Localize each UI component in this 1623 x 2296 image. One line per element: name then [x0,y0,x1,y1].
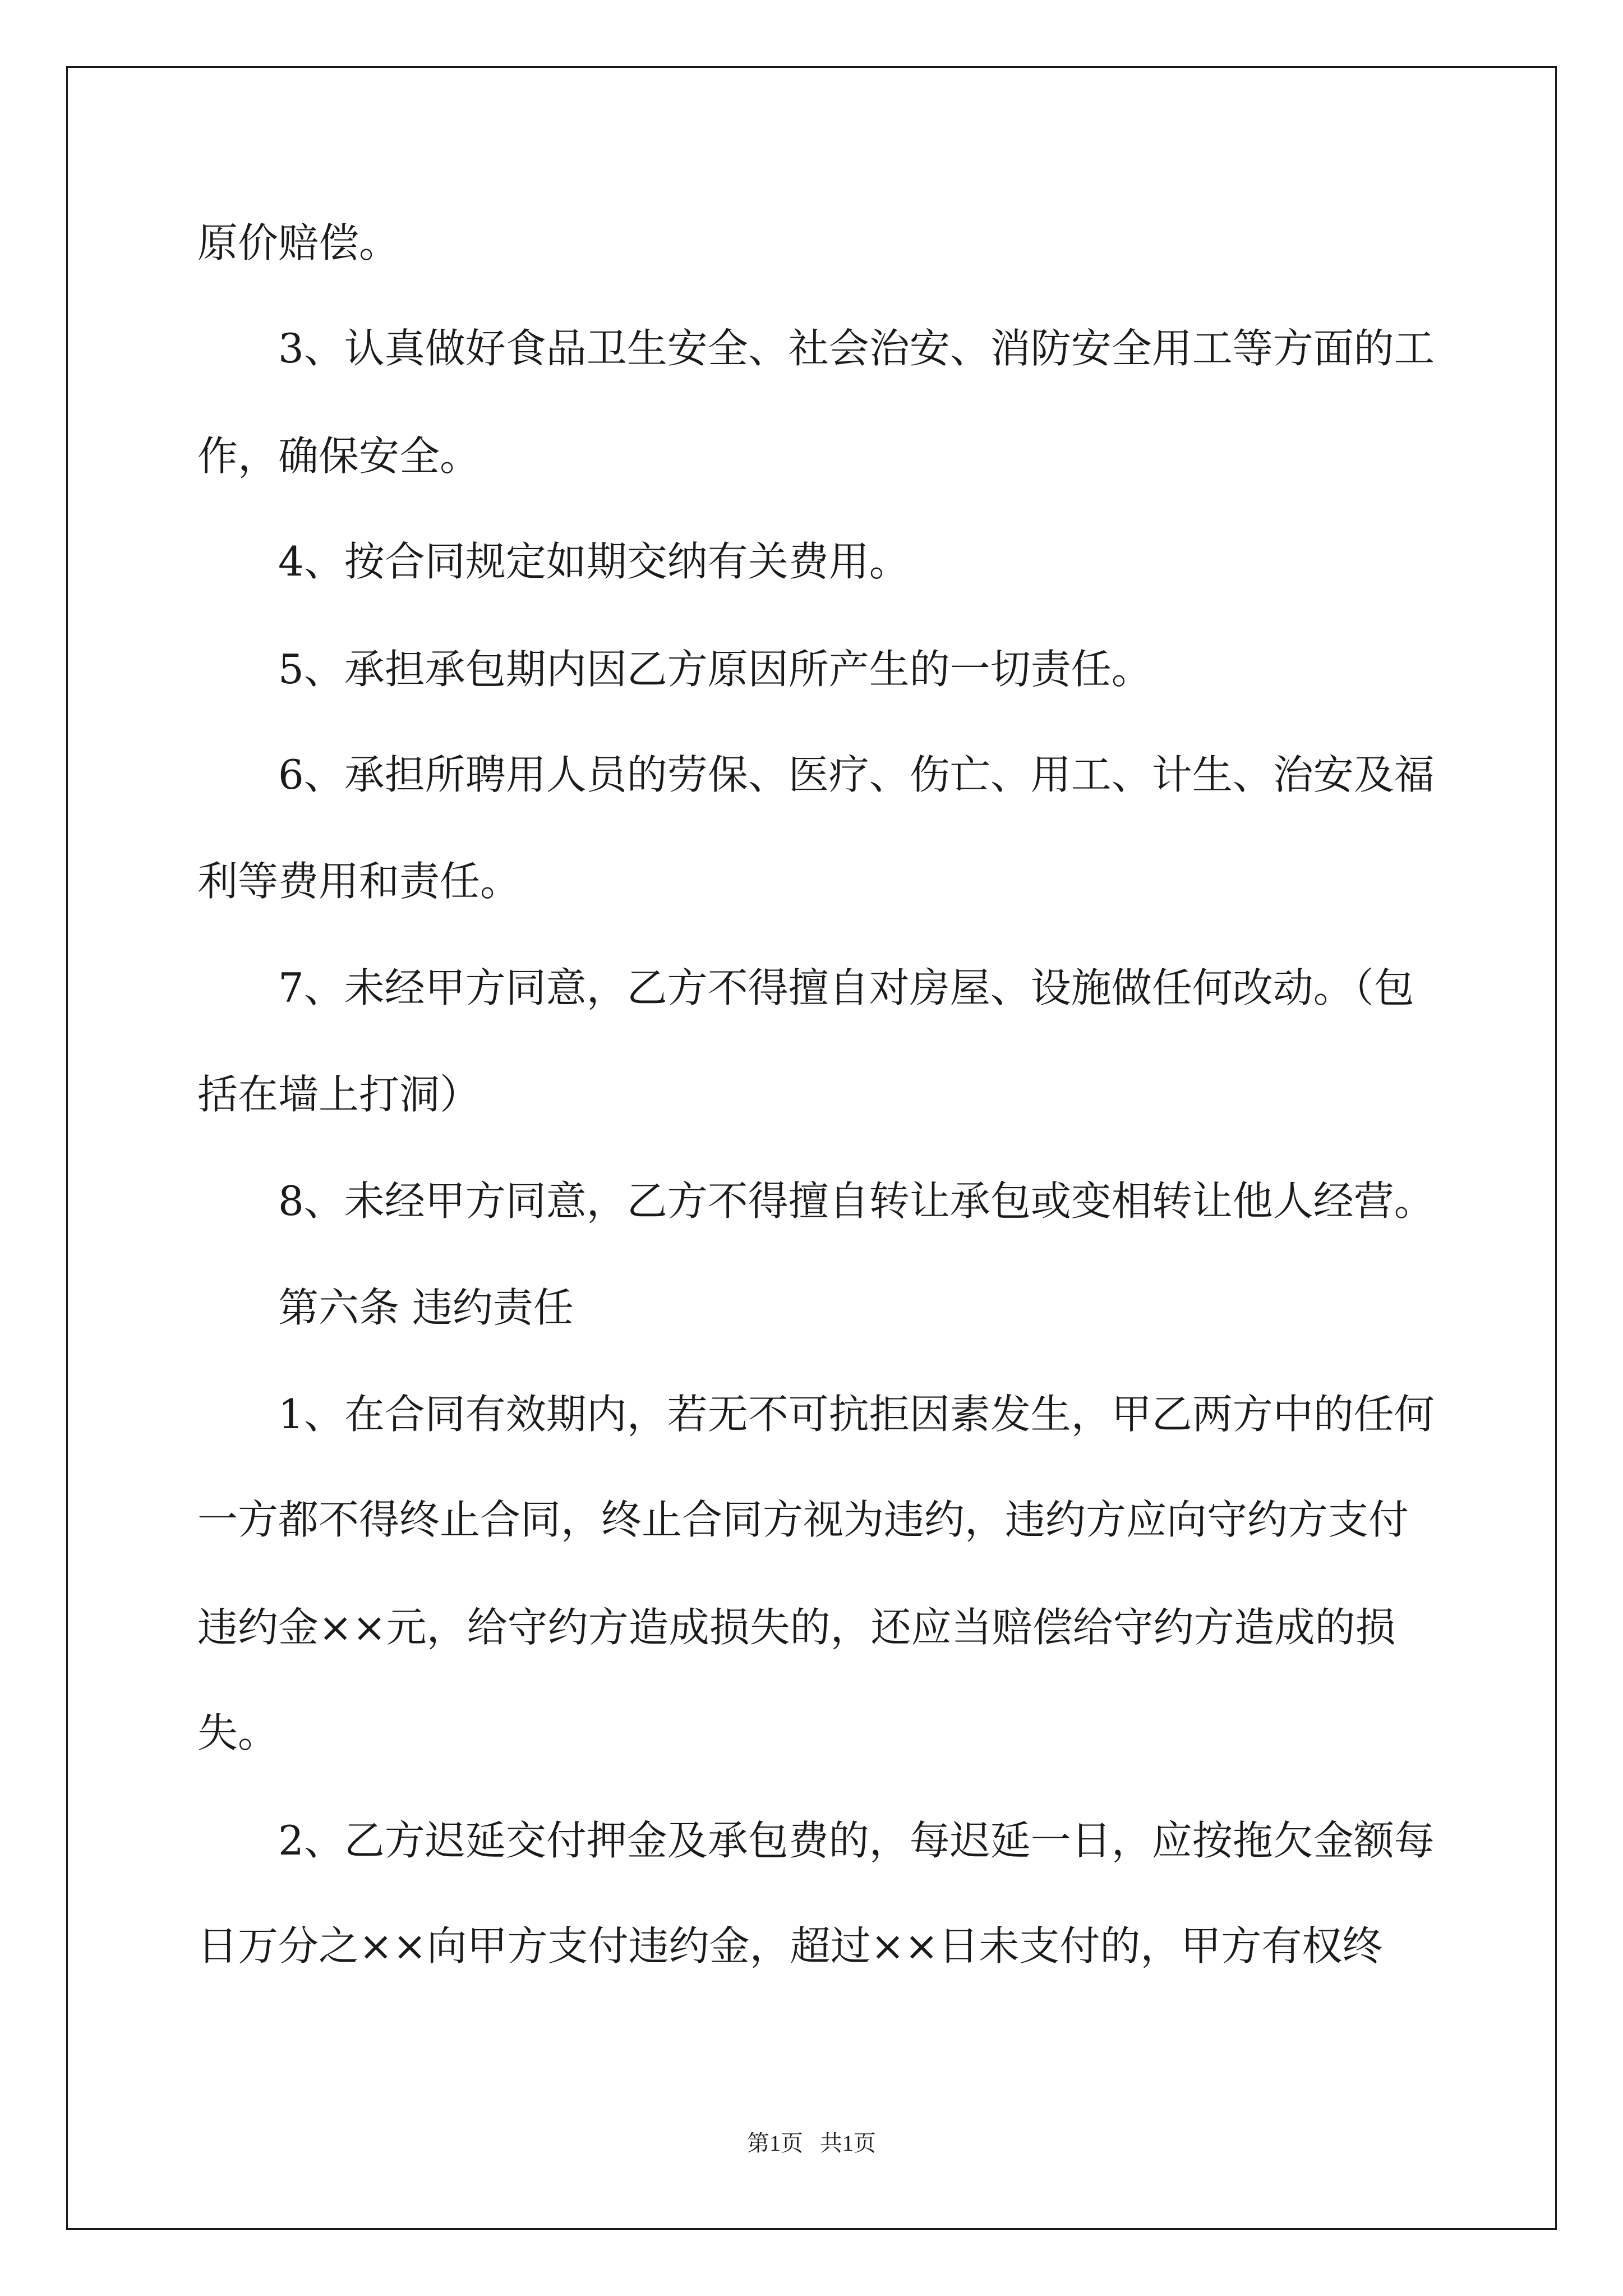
text-line-1: 原价赔偿。 [197,219,400,266]
page-number-footer: 第1页 共1页 [747,2131,876,2156]
text-line-13: 一方都不得终止合同，终止合同方视为违约，违约方应向守约方支付 [197,1496,1409,1543]
text-line-8: 7、未经甲方同意，乙方不得擅自对房屋、设施做任何改动。（包 [278,964,1414,1011]
text-line-3: 作，确保安全。 [197,432,481,480]
text-line-17: 日万分之××向甲方支付违约金，超过××日未支付的，甲方有权终 [197,1922,1383,1970]
text-line-9: 括在墙上打洞） [197,1071,481,1118]
text-line-12: 1、在合同有效期内，若无不可抗拒因素发生，甲乙两方中的任何 [278,1391,1435,1438]
text-line-15: 失。 [197,1709,279,1756]
page-border [66,66,1557,2230]
text-line-14: 违约金××元，给守约方造成损失的，还应当赔偿给守约方造成的损 [197,1604,1396,1651]
text-line-10: 8、未经甲方同意，乙方不得擅自转让承包或变相转让他人经营。 [278,1177,1435,1225]
text-line-2: 3、认真做好食品卫生安全、社会治安、消防安全用工等方面的工 [278,325,1435,372]
text-line-6: 6、承担所聘用人员的劳保、医疗、伤亡、用工、计生、治安及福 [278,751,1435,798]
text-line-7: 利等费用和责任。 [197,858,521,905]
section-heading: 第六条 违约责任 [278,1284,574,1331]
text-line-5: 5、承担承包期内因乙方原因所产生的一切责任。 [278,646,1152,693]
text-line-16: 2、乙方迟延交付押金及承包费的，每迟延一日，应按拖欠金额每 [278,1817,1435,1864]
text-line-4: 4、按合同规定如期交纳有关费用。 [278,538,910,585]
